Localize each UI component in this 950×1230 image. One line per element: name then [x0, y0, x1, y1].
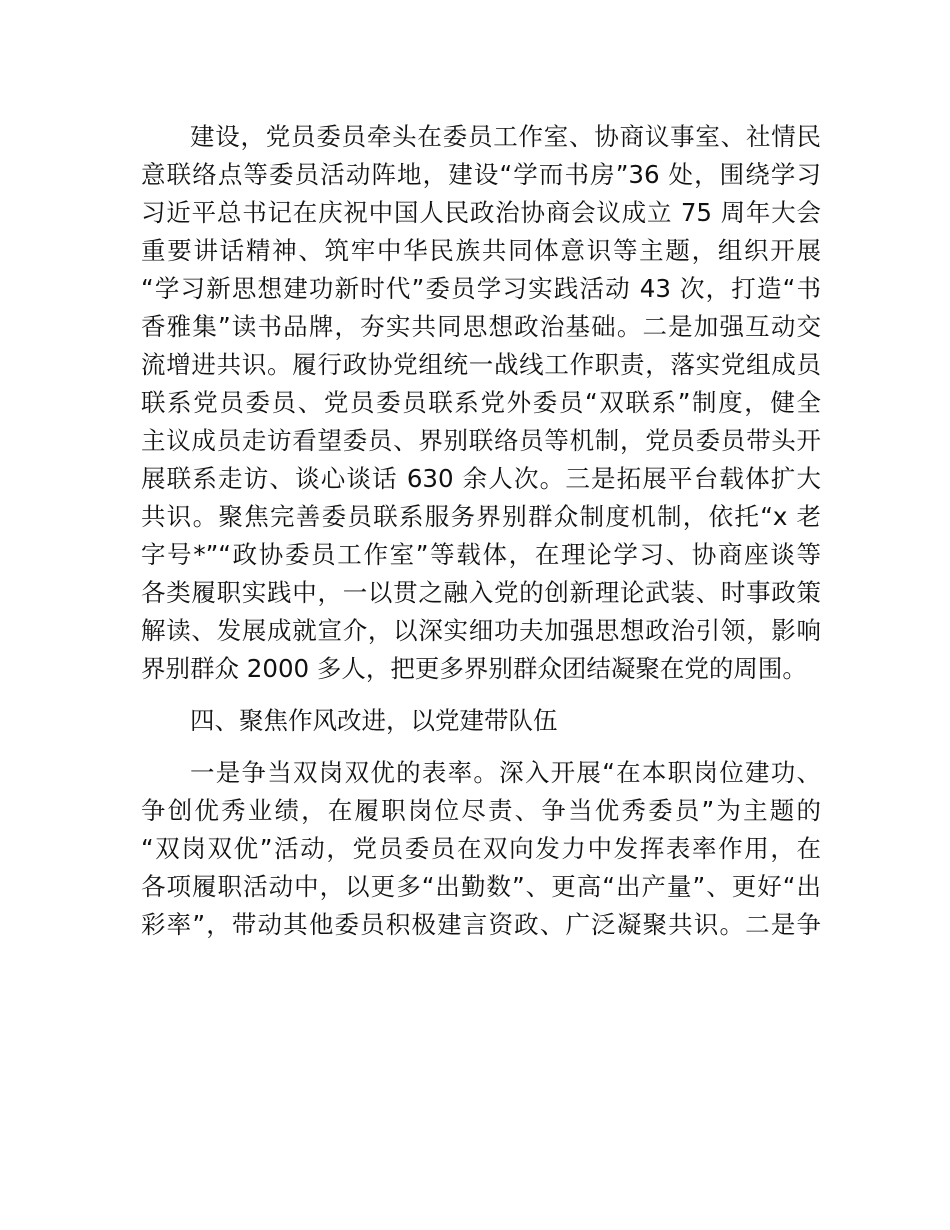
- paragraph-line: 界别群众 2000 多人，把更多界别群众团结凝聚在党的周围。: [141, 654, 807, 683]
- paragraph-line: 争创优秀业绩，在履职岗位尽责、争当优秀委员”为主题的: [141, 796, 821, 825]
- paragraph-line: 解读、发展成就宣介，以深实细功夫加强思想政治引领，影响: [141, 616, 821, 645]
- paragraph-line: 香雅集”读书品牌，夯实共同思想政治基础。二是加强互动交: [141, 312, 821, 341]
- paragraph-line: “双岗双优”活动，党员委员在双向发力中发挥表率作用，在: [141, 834, 821, 863]
- paragraph-line: 共识。聚焦完善委员联系服务界别群众制度机制，依托“x 老: [141, 502, 821, 531]
- paragraph-line: 流增进共识。履行政协党组统一战线工作职责，落实党组成员: [141, 350, 821, 379]
- document-body: [141, 118, 821, 944]
- section-heading: 四、聚焦作风改进，以党建带队伍: [190, 706, 558, 735]
- paragraph-line: 联系党员委员、党员委员联系党外委员“双联系”制度，健全: [141, 388, 821, 417]
- paragraph-line: 各类履职实践中，一以贯之融入党的创新理论武装、时事政策: [141, 578, 821, 607]
- paragraph-line: 重要讲话精神、筑牢中华民族共同体意识等主题，组织开展: [141, 236, 821, 265]
- paragraph-line: 展联系走访、谈心谈话 630 余人次。三是拓展平台载体扩大: [141, 464, 821, 493]
- paragraph-line: 字号*”“政协委员工作室”等载体，在理论学习、协商座谈等: [141, 540, 821, 569]
- paragraph-line: 一是争当双岗双优的表率。深入开展“在本职岗位建功、: [190, 758, 821, 787]
- paragraph-line: 习近平总书记在庆祝中国人民政治协商会议成立 75 周年大会: [141, 198, 821, 227]
- paragraph-line: “学习新思想建功新时代”委员学习实践活动 43 次，打造“书: [141, 274, 821, 303]
- paragraph-line: 彩率”，带动其他委员积极建言资政、广泛凝聚共识。二是争: [141, 910, 821, 939]
- paragraph-line: 主议成员走访看望委员、界别联络员等机制，党员委员带头开: [141, 426, 821, 455]
- paragraph-line: 各项履职活动中，以更多“出勤数”、更高“出产量”、更好“出: [141, 872, 821, 901]
- paragraph-line: 意联络点等委员活动阵地，建设“学而书房”36 处，围绕学习: [141, 160, 821, 189]
- paragraph-line: 建设，党员委员牵头在委员工作室、协商议事室、社情民: [190, 122, 821, 151]
